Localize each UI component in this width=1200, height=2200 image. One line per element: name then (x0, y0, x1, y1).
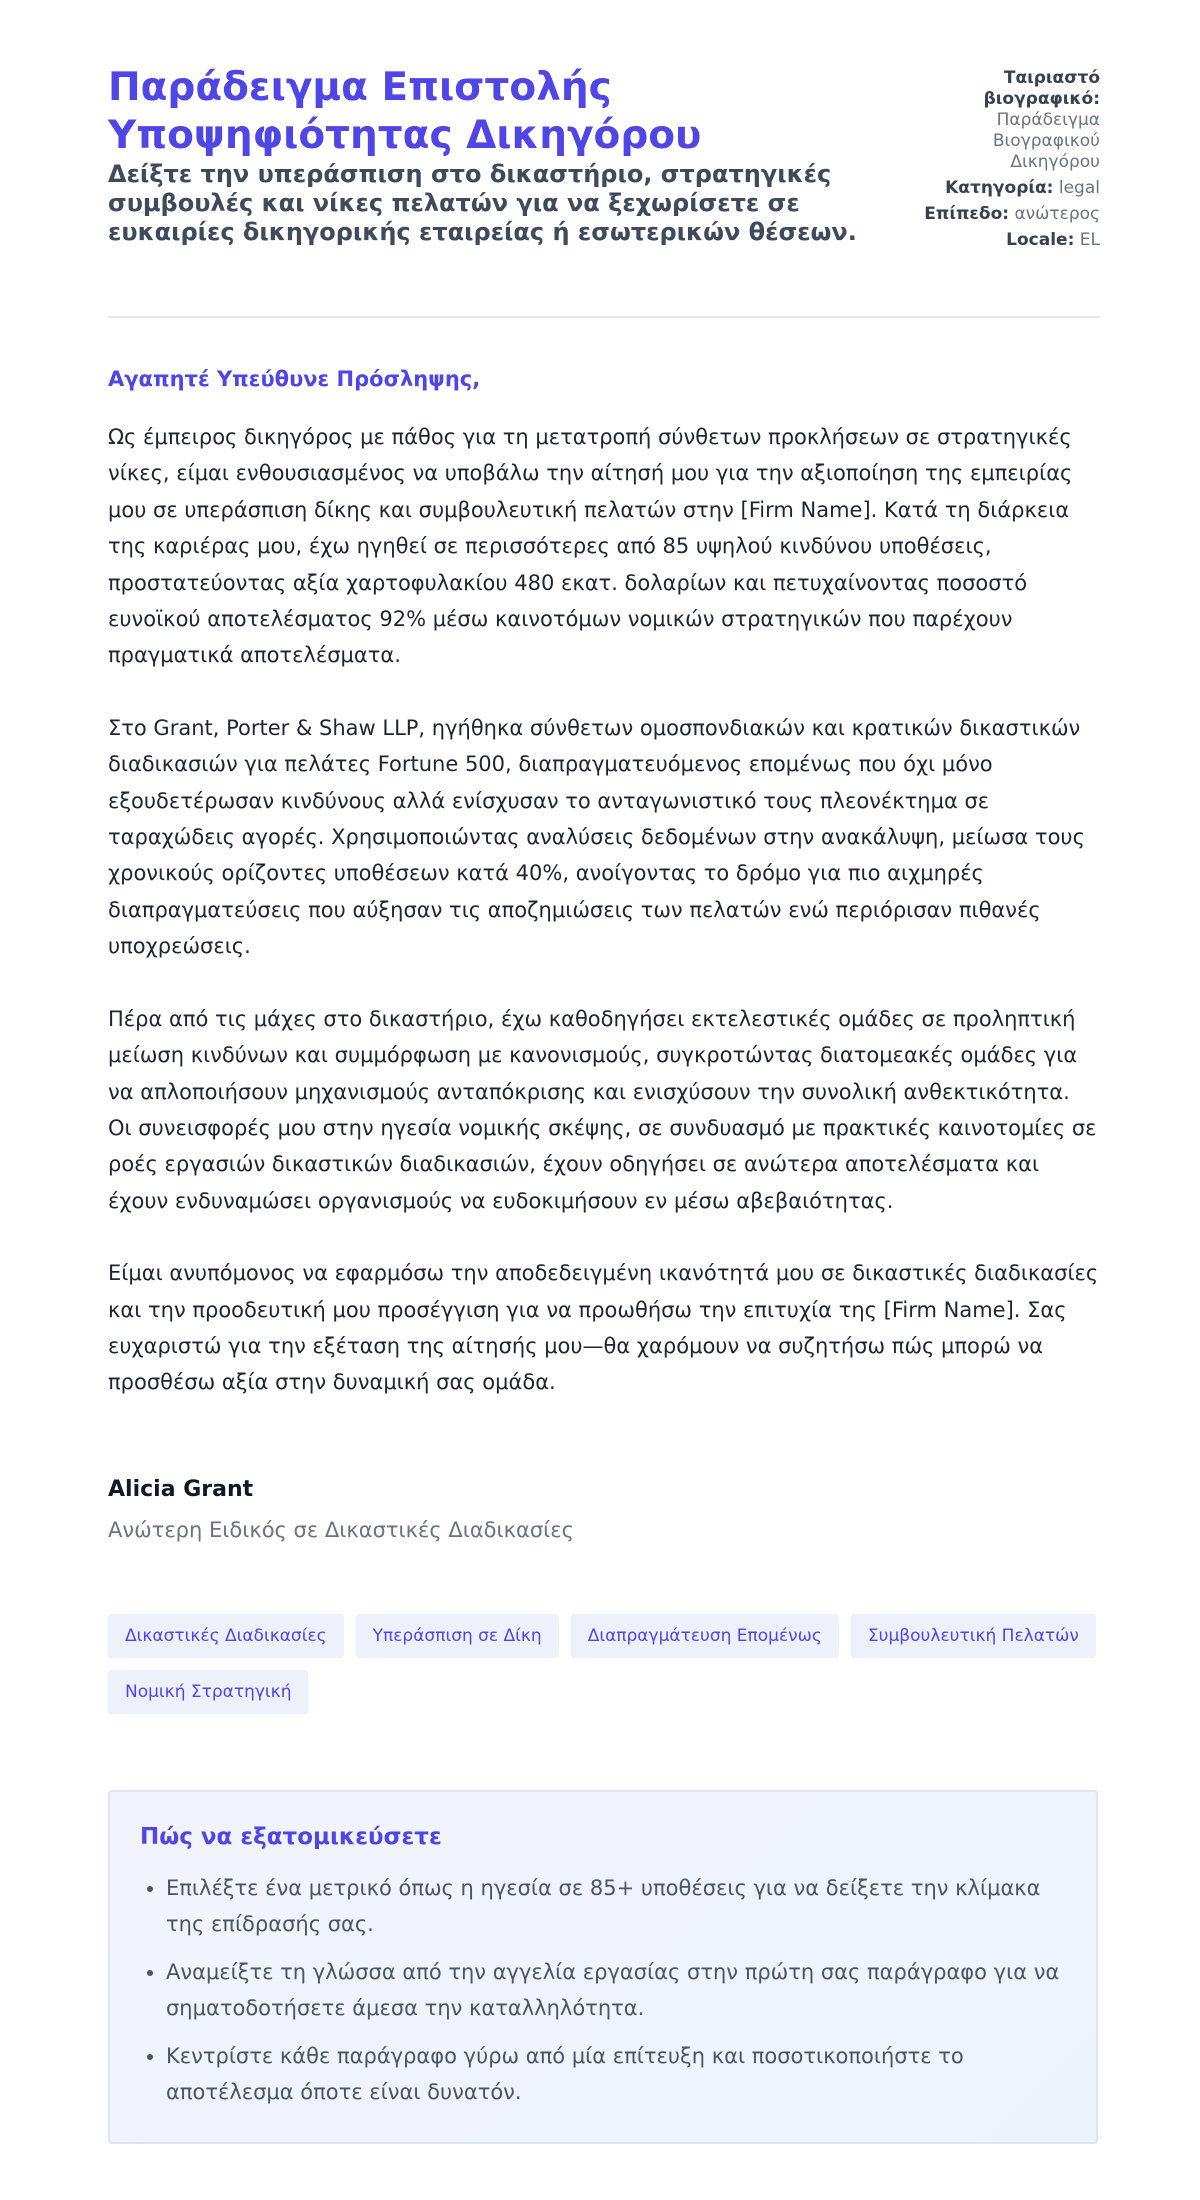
meta-locale-value: EL (1079, 230, 1100, 250)
tips-list-item: • Αναμείξτε τη γλώσσα από την αγγελία εργασίας στην πρώτη σας παράγραφο για να σηματοδοτήσετε άμεσα την καταλληλότητα. (166, 1954, 1066, 2026)
letter-paragraph: Στο Grant, Porter & Shaw LLP, ηγήθηκα σύνθετων ομοσπονδιακών και κρατικών δικαστικών διαδικασιών για πελάτες Fortune 500, διαπραγματευόμενος επομένως που όχι μόνο εξουδετέρωσαν κινδύνους αλλά ενίσχυσαν το ανταγωνιστικό τους πλεονέκτημα σε ταραχώδεις αγορές. Χρησιμοποιώντας αναλύσεις δεδομένων στην ανακάλυψη, μείωσα τους χρονικούς ορίζοντες υποθέσεων κατά 40%, ανοίγοντας το δρόμο για πιο αιχμηρές διαπραγματεύσεις που αύξησαν τις αποζημιώσεις των πελατών ενώ περιόρισαν πιθανές υποχρεώσεις. (108, 715, 1085, 959)
skill-tag: Νομική Στρατηγική (108, 1670, 308, 1714)
skill-tag: Υπεράσπιση σε Δίκη (356, 1614, 559, 1658)
meta-locale (910, 230, 1100, 251)
letter-greeting: Αγαπητέ Υπεύθυνε Πρόσληψης, (108, 367, 481, 391)
tips-list-item: • Κεντρίστε κάθε παράγραφο γύρω από μία επίτευξη και ποσοτικοποιήστε το αποτέλεσμα όποτε είναι δυνατόν. (166, 2038, 1066, 2110)
meta-level-value: ανώτερος (1014, 204, 1100, 224)
letter-paragraph: Ως έμπειρος δικηγόρος με πάθος για τη μετατροπή σύνθετων προκλήσεων σε στρατηγικές νίκες, είμαι ενθουσιασμένος να υποβάλω την αίτησή μου για την αξιοποίηση της εμπειρίας μου σε υπεράσπιση δίκης και συμβουλευτική πελατών στην [Firm Name]. Κατά τη διάρκεια της καριέρας μου, έχω ηγηθεί σε περισσότερες από 85 υψηλού κινδύνου υποθέσεις, προστατεύοντας αξία χαρτοφυλακίου 480 εκατ. δολαρίων και πετυχαίνοντας ποσοστό ευνοϊκού αποτελέσματος 92% μέσω καινοτόμων νομικών στρατηγικών που παρέχουν πραγματικά αποτελέσματα. (108, 425, 1073, 668)
customization-tips-box (108, 1790, 1098, 2144)
meta-category-label: Κατηγορία: (945, 178, 1054, 198)
meta-resume-value: Παράδειγμα Βιογραφικού Δικηγόρου (992, 110, 1100, 172)
letter-paragraph: Είμαι ανυπόμονος να εφαρμόσω την αποδεδειγμένη ικανότητά μου σε δικαστικές διαδικασίες και την προοδευτική μου προσέγγιση για να προωθήσω την επιτυχία της [Firm Name]. Σας ευχαριστώ για την εξέταση της αίτησής μου—θα χαρόμουν να συζητήσω πώς μπορώ να προσθέσω αξία στην δυναμική σας ομάδα. (108, 1261, 1099, 1395)
letter-body (108, 419, 1100, 1437)
tips-list-item: • Επιλέξτε ένα μετρικό όπως η ηγεσία σε 85+ υποθέσεις για να δείξετε την κλίμακα της επίδρασής σας. (166, 1870, 1066, 1942)
tips-list (140, 1870, 1066, 2110)
skill-tag: Διαπραγμάτευση Επομένως (571, 1614, 839, 1658)
meta-resume-label: Ταιριαστό βιογραφικό: (983, 68, 1100, 109)
signature-title: Ανώτερη Ειδικός σε Δικαστικές Διαδικασίες (108, 1518, 574, 1542)
meta-panel (910, 68, 1100, 256)
signature-name: Alicia Grant (108, 1477, 254, 1502)
meta-level-label: Επίπεδο: (924, 204, 1010, 224)
page-header (108, 64, 1100, 318)
meta-locale-label: Locale: (1006, 230, 1075, 250)
skill-tags (108, 1614, 1108, 1714)
meta-level (910, 204, 1100, 225)
page-title: Παράδειγμα Επιστολής Υποψηφιότητας Δικηγόρου (108, 65, 702, 158)
meta-category-value: legal (1058, 178, 1100, 198)
letter-paragraph: Πέρα από τις μάχες στο δικαστήριο, έχω καθοδηγήσει εκτελεστικές ομάδες σε προληπτική μείωση κινδύνων και συμμόρφωση με κανονισμούς, συγκροτώντας διατομεακές ομάδες για να απλοποιήσουν μηχανισμούς ανταπόκρισης και ενισχύσουν την συνολική ανθεκτικότητα. Οι συνεισφορές μου στην ηγεσία νομικής σκέψης, σε συνδυασμό με πρακτικές καινοτομίες σε ροές εργασιών δικαστικών διαδικασιών, έχουν οδηγήσει σε ανώτερα αποτελέσματα και έχουν ενδυναμώσει οργανισμούς να ευδοκιμήσουν εν μέσω αβεβαιότητας. (108, 1006, 1097, 1213)
meta-category (910, 178, 1100, 199)
signature-block (108, 1476, 574, 1544)
page-subtitle: Δείξτε την υπεράσπιση στο δικαστήριο, στρατηγικές συμβουλές και νίκες πελατών για να ξεχωρίσετε σε ευκαιρίες δικηγορικής εταιρείας ή εσωτερικών θέσεων. (108, 160, 857, 246)
meta-matching-resume (910, 68, 1100, 173)
skill-tag: Συμβουλευτική Πελατών (851, 1614, 1096, 1658)
skill-tag: Δικαστικές Διαδικασίες (108, 1614, 344, 1658)
tips-title: Πώς να εξατομικεύσετε (140, 1824, 442, 1850)
